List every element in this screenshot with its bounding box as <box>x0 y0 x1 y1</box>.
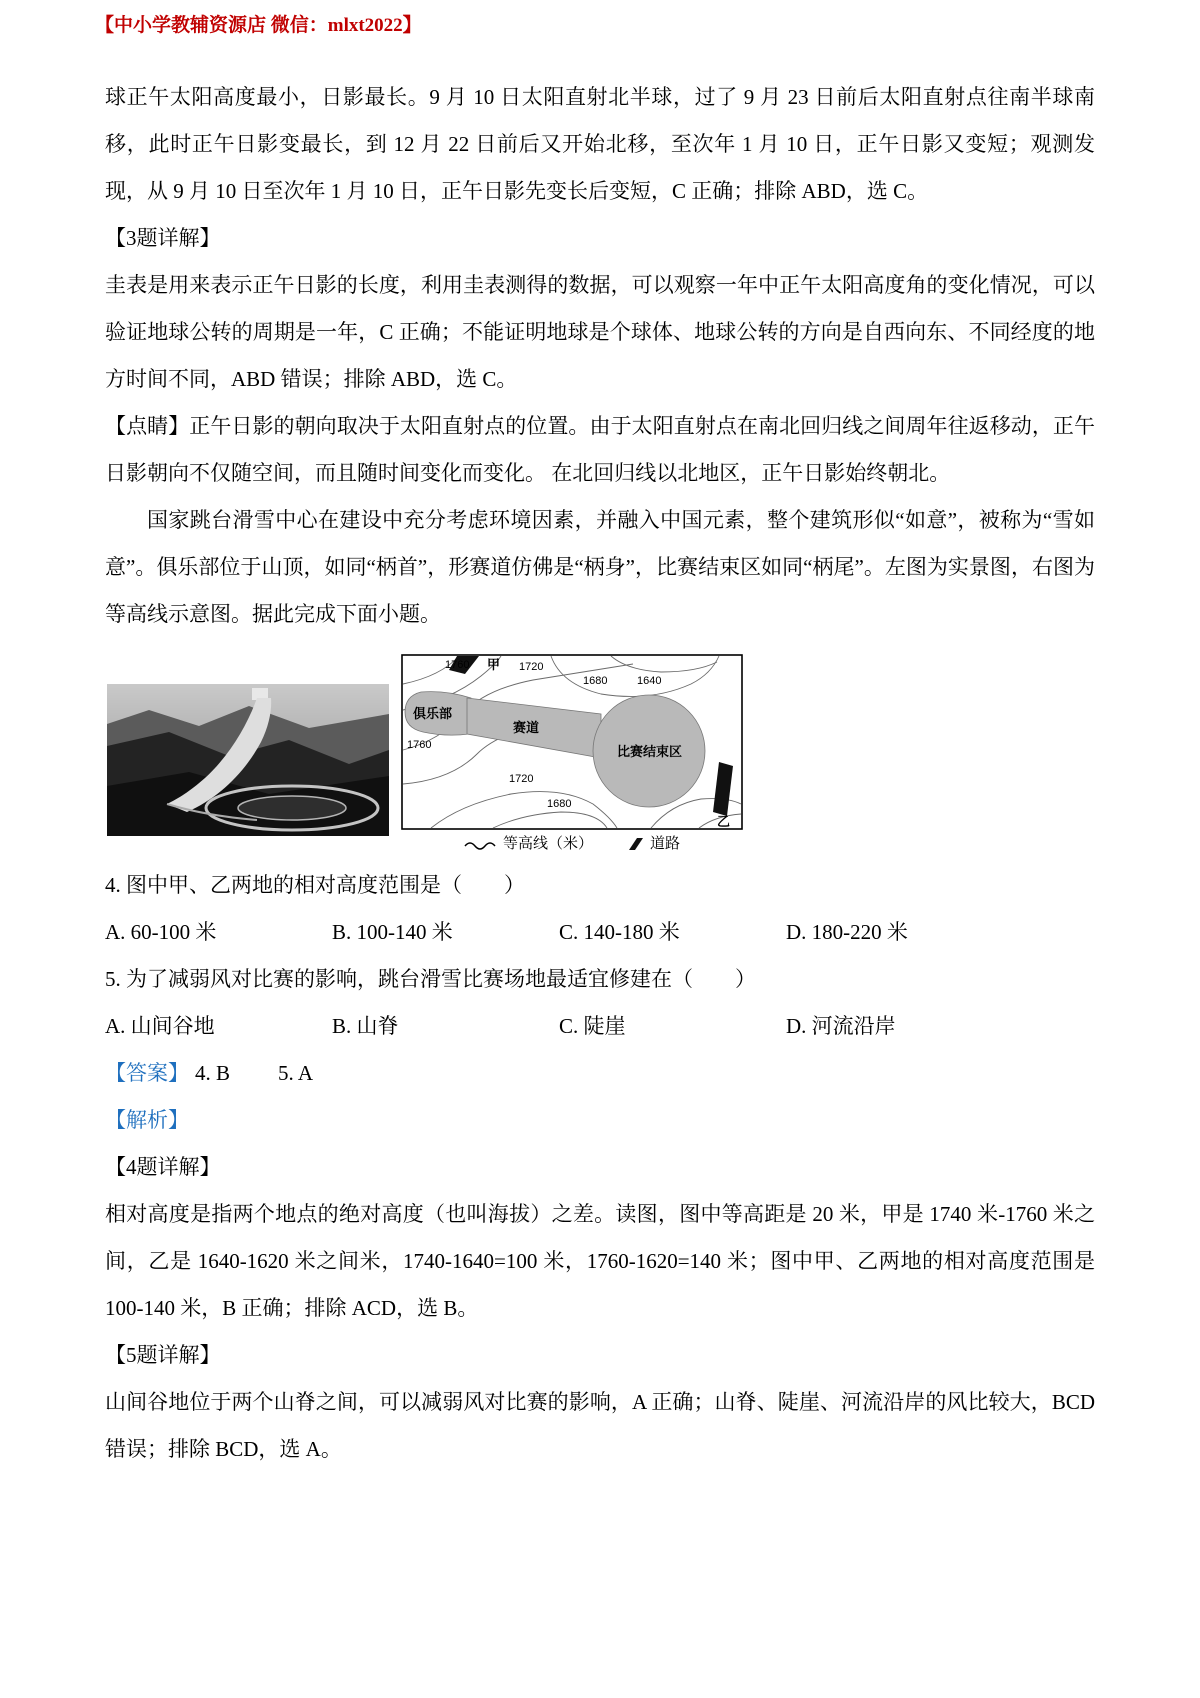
map-legend <box>401 834 743 854</box>
answer-q5: 5. A <box>278 1061 314 1085</box>
elevation-label: 1640 <box>637 675 662 687</box>
contour-map-image <box>401 654 743 830</box>
q5-option-b: B. 山脊 <box>332 1014 399 1038</box>
material-paragraph: 国家跳台滑雪中心在建设中充分考虑环境因素，并融入中国元素，整个建筑形似“如意”，被称为“雪如意”。俱乐部位于山顶，如同“柄首”，形赛道仿佛是“柄身”，比赛结束区如同“柄尾”。左图为实景图，右图为等高线示意图。据此完成下面小题。 <box>105 508 1095 626</box>
q4-detail-header: 【4题详解】 <box>105 1155 221 1179</box>
question-5-stem: 5. 为了减弱风对比赛的影响，跳台滑雪比赛场地最适宜修建在（ ） <box>105 967 756 991</box>
elevation-label: 1760 <box>445 659 470 671</box>
point-yi-label: 乙 <box>717 814 731 829</box>
finish-area-label: 比赛结束区 <box>617 744 683 759</box>
analysis-label: 【解析】 <box>105 1108 189 1132</box>
answer-line <box>105 1050 1095 1097</box>
q5-option-a: A. 山间谷地 <box>105 1014 215 1038</box>
elevation-label: 1720 <box>519 661 544 673</box>
elevation-label: 1760 <box>407 739 432 751</box>
store-header: 【中小学教辅资源店 微信：mlxt2022】 <box>95 15 422 36</box>
elevation-label: 1720 <box>509 773 534 785</box>
q4-option-c: C. 140-180 米 <box>559 920 680 944</box>
ski-jump-photo-image <box>107 684 389 836</box>
q5-option-d: D. 河流沿岸 <box>786 1014 896 1038</box>
ski-jump-photo <box>107 684 389 836</box>
q5-detail-header: 【5题详解】 <box>105 1343 221 1367</box>
answer-label: 【答案】 <box>105 1061 189 1085</box>
legend-road-label: 道路 <box>650 836 681 852</box>
contour-line-icon <box>464 838 498 850</box>
contour-map <box>401 654 743 830</box>
q4-detail-body: 相对高度是指两个地点的绝对高度（也叫海拔）之差。读图，图中等高距是 20 米，甲是 1740 米-1760 米之间，乙是 1640-1620 米之间米，1740-1640=100 米，1760-1620=140 米；图中甲、乙两地的相对高度范围是 100-140 米，B 正确；排除 ACD，选 B。 <box>105 1202 1095 1320</box>
club-label: 俱乐部 <box>413 706 453 721</box>
contour-map-column <box>401 654 743 854</box>
question-5-options <box>105 1003 1095 1050</box>
question-4-options <box>105 909 1095 956</box>
q5-option-c: C. 陡崖 <box>559 1014 626 1038</box>
elevation-label: 1680 <box>583 675 608 687</box>
track-label: 赛道 <box>513 720 540 735</box>
point-jia-label: 甲 <box>487 657 501 672</box>
q3-detail-body: 圭表是用来表示正午日影的长度，利用圭表测得的数据，可以观察一年中正午太阳高度角的变化情况，可以验证地球公转的周期是一年，C 正确；不能证明地球是个球体、地球公转的方向是自西向东、不同经度的地方时间不同，ABD 错误；排除 ABD，选 C。 <box>105 273 1095 391</box>
dianjing-note: 【点睛】正午日影的朝向取决于太阳直射点的位置。由于太阳直射点在南北回归线之间周年往返移动，正午日影朝向不仅随空间，而且随时间变化而变化。 在北回归线以北地区，正午日影始终朝北。 <box>105 414 1095 485</box>
analysis-label-line <box>105 1097 1095 1144</box>
answer-q4: 4. B <box>195 1061 231 1085</box>
elevation-label: 1680 <box>547 798 572 810</box>
figure-block <box>107 654 1095 854</box>
road-icon <box>627 837 645 851</box>
paragraph-continuation: 球正午太阳高度最小，日影最长。9 月 10 日太阳直射北半球，过了 9 月 23 日前后太阳直射点往南半球南移，此时正午日影变最长，到 12 月 22 日前后又开始北移，至次年 1 月 10 日，正午日影又变短；观测发现，从 9 月 10 日至次年 1 月 10 日，正午日影先变长后变短，C 正确；排除 ABD，选 C。 <box>105 85 1095 203</box>
legend-road-item <box>627 834 680 854</box>
question-4-stem: 4. 图中甲、乙两地的相对高度范围是（ ） <box>105 873 525 897</box>
q4-option-b: B. 100-140 米 <box>332 920 453 944</box>
legend-contour-item <box>464 834 593 854</box>
q4-option-a: A. 60-100 米 <box>105 920 217 944</box>
q4-option-d: D. 180-220 米 <box>786 920 908 944</box>
legend-contour-label: 等高线（米） <box>502 836 593 852</box>
q5-detail-body: 山间谷地位于两个山脊之间，可以减弱风对比赛的影响，A 正确；山脊、陡崖、河流沿岸的风比较大，BCD 错误；排除 BCD，选 A。 <box>105 1390 1095 1461</box>
q3-detail-header: 【3题详解】 <box>105 226 221 250</box>
